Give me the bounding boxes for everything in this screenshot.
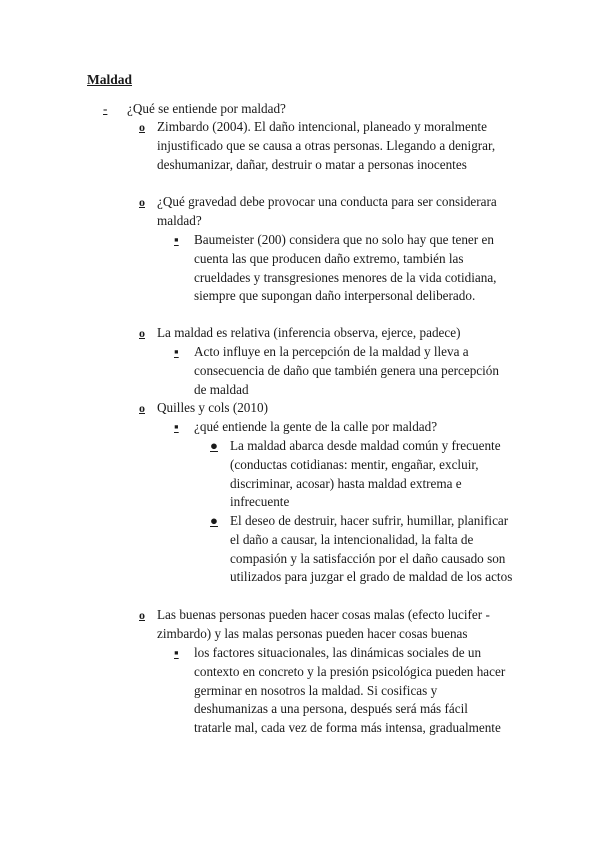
item-text: ¿qué entiende la gente de la calle por maldad? xyxy=(194,419,438,434)
list-item-quilles xyxy=(139,399,517,418)
item-text: Zimbardo (2004). El daño intencional, planeado y moralmente injustificado que se causa a otras personas. Llegando a denigrar, deshumanizar, dañar, destruir o matar a personas inocentes xyxy=(157,119,496,172)
list-item-question xyxy=(103,100,547,119)
item-text: La maldad es relativa (inferencia observa, ejerce, padece) xyxy=(157,325,461,340)
list-item-buenas-personas xyxy=(139,606,517,644)
document-title: Maldad xyxy=(87,72,133,87)
list-item-zimbardo xyxy=(139,118,517,174)
square-bullet: ▪ xyxy=(174,232,179,247)
item-text: ¿Qué gravedad debe provocar una conducta para ser considerara maldad? xyxy=(157,194,497,228)
item-text: los factores situacionales, las dinámicas sociales de un contexto en concreto y la presión psicológica pueden hacer germinar en nosotros la maldad. Si cosificas y deshumanizas a una persona, después será más fácil tratarle mal, cada vez de forma más intensa, gradualmente xyxy=(194,645,506,736)
square-bullet: ▪ xyxy=(174,645,179,660)
item-text: La maldad abarca desde maldad común y frecuente (conductas cotidianas: mentir, engañar, excluir, discriminar, acosar) hasta maldad extrema e infrecuente xyxy=(230,438,501,510)
dot-bullet: ● xyxy=(210,438,218,453)
dash-bullet: - xyxy=(103,101,108,116)
circle-bullet: o xyxy=(139,608,145,622)
list-item-gravedad xyxy=(139,193,517,231)
circle-bullet: o xyxy=(139,195,145,209)
item-text: Acto influye en la percepción de la maldad y lleva a consecuencia de daño que también genera una percepción de maldad xyxy=(194,344,499,397)
item-text: Baumeister (200) considera que no solo hay que tener en cuenta las que producen daño extremo, también las crueldades y transgresiones menores de la vida cotidiana, siempre que supongan daño interpersonal deliberado. xyxy=(194,232,497,304)
square-bullet: ▪ xyxy=(174,419,179,434)
list-item-abarca xyxy=(210,437,515,512)
circle-bullet: o xyxy=(139,401,145,415)
circle-bullet: o xyxy=(139,120,145,134)
list-item-baumeister xyxy=(174,231,508,306)
list-item-factores xyxy=(174,644,508,738)
item-text: El deseo de destruir, hacer sufrir, humillar, planificar el daño a causar, la intencionalidad, la falta de compasión y la satisfacción por el daño causado son utilizados para juzgar el grado de maldad de los actos xyxy=(230,513,513,585)
list-item-acto xyxy=(174,343,508,399)
dot-bullet: ● xyxy=(210,513,218,528)
item-text: Quilles y cols (2010) xyxy=(157,400,268,415)
circle-bullet: o xyxy=(139,326,145,340)
item-text: ¿Qué se entiende por maldad? xyxy=(127,101,286,116)
list-item-relativa xyxy=(139,324,517,343)
square-bullet: ▪ xyxy=(174,344,179,359)
list-item-gente-calle xyxy=(174,418,508,437)
list-item-deseo xyxy=(210,512,515,587)
item-text: Las buenas personas pueden hacer cosas malas (efecto lucifer - zimbardo) y las malas personas pueden hacer cosas buenas xyxy=(157,607,490,641)
